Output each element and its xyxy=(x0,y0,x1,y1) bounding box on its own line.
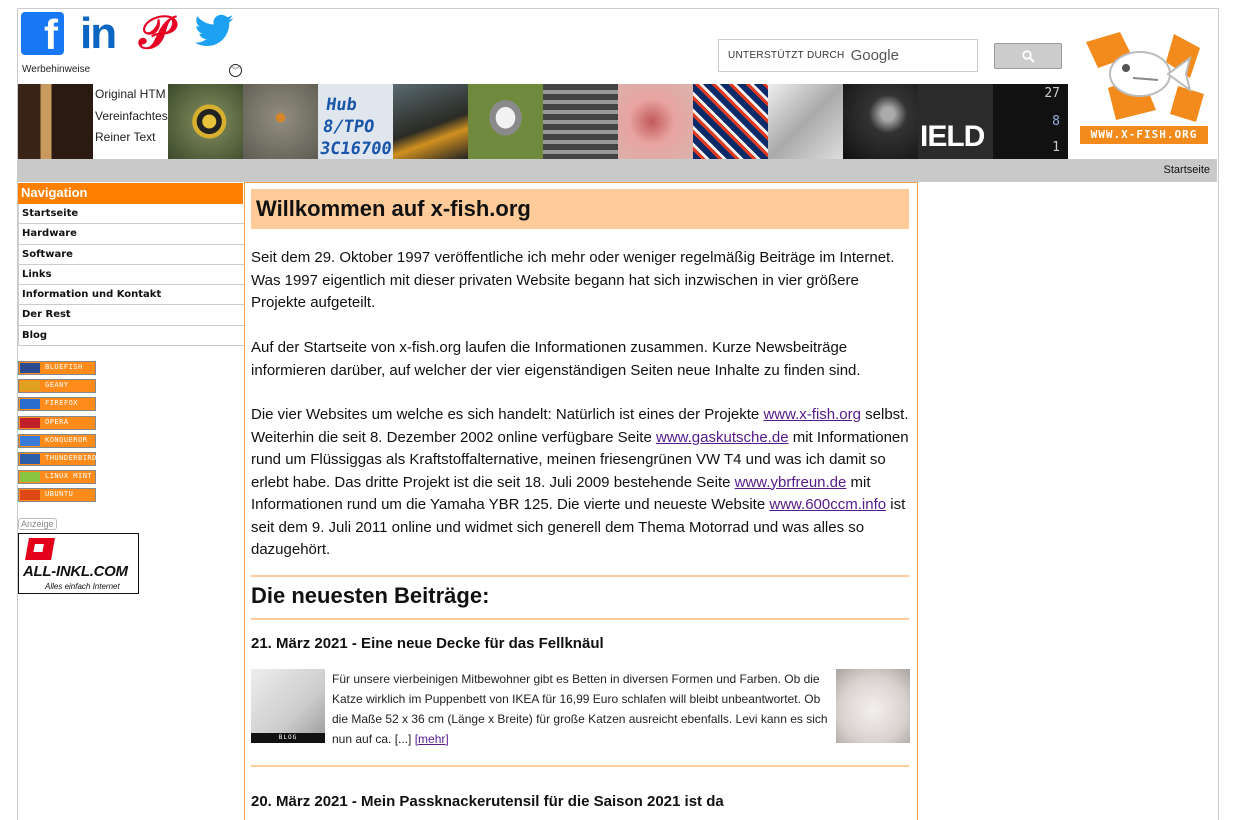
hub-label-thumbnail[interactable]: Hub 8/TPO 3C16700 xyxy=(318,84,393,159)
link-plain-text[interactable]: Reiner Text xyxy=(95,130,156,144)
space-invaders-thumbnail[interactable] xyxy=(693,84,768,159)
sidebar-item-blog[interactable]: Blog xyxy=(19,326,245,346)
link-simplified[interactable]: Vereinfachtes xyxy=(95,108,168,123)
guitar-thumbnail[interactable] xyxy=(18,84,93,159)
all-inkl-logo-icon xyxy=(25,538,55,560)
battlefield-thumbnail[interactable]: IELD xyxy=(918,84,993,159)
konqueror-button[interactable]: KONQUEROR xyxy=(18,434,96,448)
opera-button[interactable]: OPERA xyxy=(18,416,96,430)
search-icon xyxy=(1022,50,1035,63)
cat-article-image[interactable] xyxy=(836,669,910,743)
link-600ccm[interactable]: www.600ccm.info xyxy=(769,496,887,513)
werbehinweise-link[interactable]: Werbehinweise xyxy=(22,64,91,75)
google-logo: Google xyxy=(850,47,899,64)
all-inkl-ad[interactable]: ALL-INKL.COM Alles einfach Internet xyxy=(18,533,139,594)
page-title: Willkommen auf x-fish.org xyxy=(256,196,531,221)
score-thumbnail[interactable]: 27 8 1 xyxy=(993,84,1068,159)
sidebar-item-startseite[interactable]: Startseite xyxy=(19,204,245,224)
link-ybrfreun[interactable]: www.ybrfreun.de xyxy=(734,473,847,491)
divider xyxy=(251,765,909,767)
coin-thumbnail[interactable] xyxy=(243,84,318,159)
logo-banner: WWW.X-FISH.ORG xyxy=(1080,126,1208,144)
link-original-html[interactable]: Original HTM xyxy=(95,87,166,101)
article-teaser: Für unsere vierbeinigen Mitbewohner gibt es Betten in diversen Formen und Farben. Ob die Katze wirklich im Puppenbett von IKEA für 16,99 Euro schlafen will bleibt unbeantwortet. Ob die Maße 52 x 36 cm (Länge x Breite) für große Katzen ausreicht ebenfalls. Levi kann es sich nun auf ca. [...] [mehr] xyxy=(332,672,828,746)
sidebar-item-kontakt[interactable]: Information und Kontakt xyxy=(19,285,245,305)
pinterest-icon[interactable]: 𝒫 xyxy=(139,5,173,59)
search-button[interactable] xyxy=(994,43,1062,69)
main-content xyxy=(244,182,918,820)
twitter-icon[interactable] xyxy=(193,14,235,52)
dark-art-thumbnail[interactable] xyxy=(843,84,918,159)
text-version-links xyxy=(93,84,168,159)
projects-paragraph: Die vier Websites um welche es sich handelt: Natürlich ist eines der Projekte www.x-fish.org selbst. Weiterhin die seit 8. Dezember 2002 online verfügbare Seite www.gaskutsche.de mit Informationen rund um Flüssiggas als Kraftstoffalternative, meinen friesengrünen VW T4 und was ich damit so erlebt habe. Das dritte Projekt ist die seit 18. Juli 2009 bestehende Seite www.ybrfreun.de mit Informationen rund um die Yamaha YBR 125. Die vierte und neueste Website www.600ccm.info ist seit dem 9. Juli 2011 online und widmet sich generell dem Thema Motorrad und was alles so dazugehört. xyxy=(251,406,909,558)
breadcrumb-bar xyxy=(18,159,1217,182)
site-logo[interactable] xyxy=(1078,28,1210,144)
nose-thumbnail[interactable] xyxy=(618,84,693,159)
sketch-thumbnail[interactable] xyxy=(768,84,843,159)
article-title[interactable]: 21. März 2021 - Eine neue Decke für das Fellknäul xyxy=(251,635,604,652)
sidebar-nav xyxy=(18,204,245,346)
article-title[interactable]: 20. März 2021 - Mein Passknackerutensil für die Saison 2021 ist da xyxy=(251,793,724,810)
welcome-box xyxy=(251,189,909,229)
startseite-paragraph: Auf der Startseite von x-fish.org laufen die Informationen zusammen. Kurze Newsbeiträge informieren darüber, auf welcher der vier eigenständigen Seiten neue Inhalte zu finden sind. xyxy=(251,339,861,379)
motorcycle-thumbnail[interactable] xyxy=(393,84,468,159)
sidebar-item-hardware[interactable]: Hardware xyxy=(19,224,245,244)
expand-chevron-icon[interactable]: ︾ xyxy=(229,64,242,77)
sidebar-item-software[interactable]: Software xyxy=(19,245,245,265)
fish-logo-icon xyxy=(1078,28,1210,126)
latest-heading: Die neuesten Beiträge: xyxy=(251,583,490,608)
thunderbird-button[interactable]: THUNDERBIRD xyxy=(18,452,96,466)
sidebar-item-links[interactable]: Links xyxy=(19,265,245,285)
geany-button[interactable]: GEANY xyxy=(18,379,96,393)
bluefish-button[interactable]: BLUEFISH xyxy=(18,361,96,375)
search-powered-by: UNTERSTÜTZT DURCH xyxy=(728,50,845,61)
linux-mint-button[interactable]: LINUX MINT xyxy=(18,470,96,484)
audi-thumbnail[interactable] xyxy=(543,84,618,159)
sidebar-item-der-rest[interactable]: Der Rest xyxy=(19,305,245,325)
more-link[interactable]: [mehr] xyxy=(414,732,449,746)
ubuntu-button[interactable]: UBUNTU xyxy=(18,488,96,502)
divider xyxy=(251,618,909,620)
navigation-heading: Navigation xyxy=(18,183,243,204)
facebook-icon[interactable]: f xyxy=(21,12,64,55)
link-gaskutsche[interactable]: www.gaskutsche.de xyxy=(655,428,789,446)
software-buttons xyxy=(18,361,96,507)
search-input[interactable] xyxy=(718,39,978,72)
divider xyxy=(251,575,909,577)
breadcrumb-startseite[interactable]: Startseite xyxy=(1163,164,1210,176)
banner-strip xyxy=(18,84,1068,159)
link-x-fish[interactable]: www.x-fish.org xyxy=(763,406,861,423)
ad-label: Anzeige xyxy=(18,518,57,530)
wasp-thumbnail[interactable] xyxy=(168,84,243,159)
cat-thumbnail[interactable] xyxy=(468,84,543,159)
intro-paragraph: Seit dem 29. Oktober 1997 veröffentliche ich mehr oder weniger regelmäßig Beiträge im Internet. Was 1997 eigentlich mit dieser privaten Website begann hat sich inzwischen in vier größere Projekte aufgeteilt. xyxy=(251,249,895,311)
blog-thumbnail[interactable]: BLOG xyxy=(251,669,325,743)
firefox-button[interactable]: FIREFOX xyxy=(18,397,96,411)
linkedin-icon[interactable]: in xyxy=(80,9,116,58)
